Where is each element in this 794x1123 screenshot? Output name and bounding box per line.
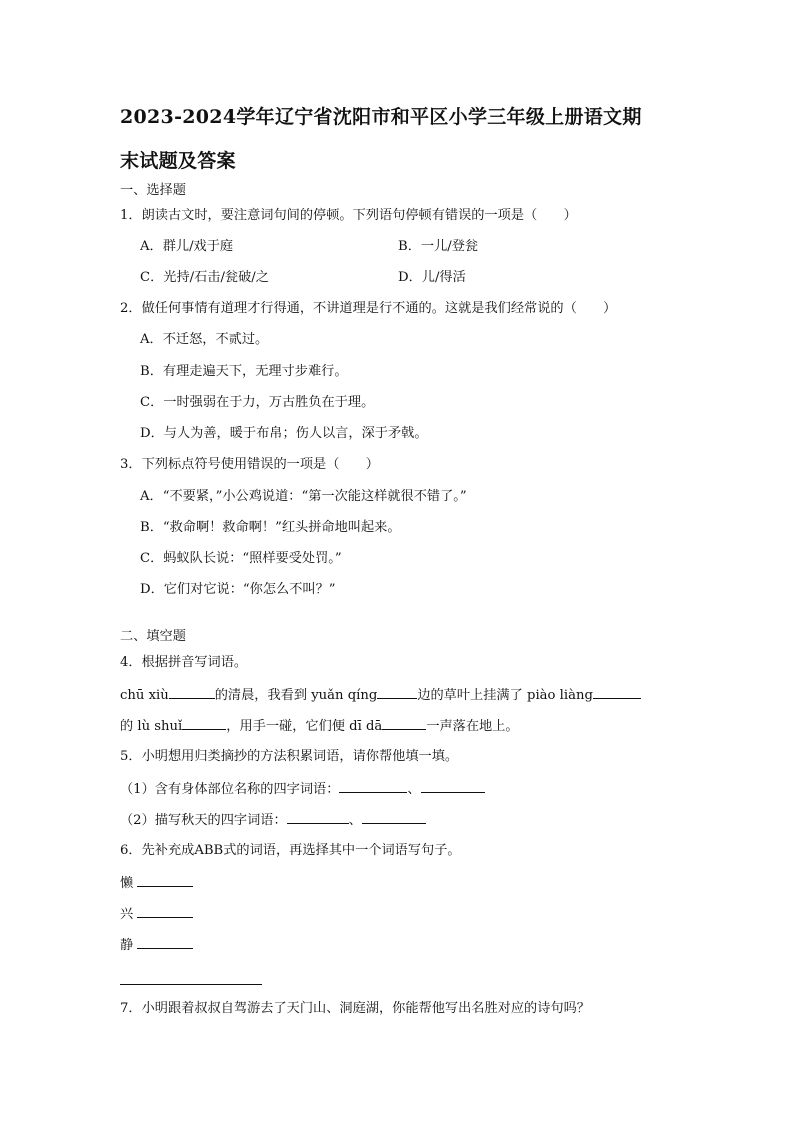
q3-option-b: B．“救命啊！救命啊！”红头拼命地叫起来。 <box>140 520 401 535</box>
q6-word-2 <box>120 905 193 924</box>
q5-sub-2-label: （2）描写秋天的四字词语： <box>120 813 287 828</box>
q1-option-a: A．群儿/戏于庭 <box>140 239 234 254</box>
answer-blank[interactable] <box>182 717 226 730</box>
q2-stem: 2．做任何事情有道理才行得通，不讲道理是行不通的。这就是我们经常说的（ ） <box>120 301 617 316</box>
answer-blank[interactable] <box>169 686 215 699</box>
q4-pinyin-1: chū xiù <box>120 688 169 703</box>
q5-sub-1 <box>120 780 485 799</box>
answer-blank[interactable] <box>137 905 193 918</box>
section-heading-choice: 一、选择题 <box>120 183 186 198</box>
answer-blank[interactable] <box>377 686 417 699</box>
separator: 、 <box>407 782 421 797</box>
answer-blank[interactable] <box>382 717 426 730</box>
q6-word-3 <box>120 936 193 955</box>
q1-option-d: D．儿/得活 <box>398 270 466 285</box>
q1-stem: 1．朗读古文时，要注意词句间的停顿。下列语句停顿有错误的一项是（ ） <box>120 208 577 223</box>
q6-stem: 6．先补充成ABB式的词语，再选择其中一个词语写句子。 <box>120 843 461 858</box>
section-heading-fill: 二、填空题 <box>120 629 186 644</box>
answer-blank[interactable] <box>362 811 426 824</box>
q4-line-1 <box>120 686 641 705</box>
answer-blank[interactable] <box>593 686 641 699</box>
q3-option-d: D．它们对它说：“你怎么不叫？” <box>140 582 336 597</box>
q4-text-2: 边的草叶上挂满了 piào liàng <box>417 688 593 703</box>
q1-option-c: C．光持/石击/瓮破/之 <box>140 270 269 285</box>
q5-sub-1-label: （1）含有身体部位名称的四字词语： <box>120 782 340 797</box>
q4-text-3: 的 lù shuǐ <box>120 719 183 734</box>
answer-blank[interactable] <box>339 780 407 793</box>
q5-sub-2 <box>120 811 426 830</box>
q3-option-c: C．蚂蚁队长说：“照样要受处罚。” <box>140 551 342 566</box>
q4-text-5: 一声落在地上。 <box>426 719 519 734</box>
q3-stem: 3．下列标点符号使用错误的一项是（ ） <box>120 457 379 472</box>
q6-word-1-char: 懒 <box>120 876 134 891</box>
q4-stem: 4．根据拼音写词语。 <box>120 655 248 670</box>
title-line-1: 2023-2024学年辽宁省沈阳市和平区小学三年级上册语文期 <box>120 106 642 128</box>
q5-stem: 5．小明想用归类摘抄的方法积累词语，请你帮他填一填。 <box>120 749 459 764</box>
answer-blank[interactable] <box>421 780 485 793</box>
q4-text-4: ，用手一碰，它们便 dī dā <box>226 719 383 734</box>
q7-stem: 7．小明跟着叔叔自驾游去了天门山、洞庭湖，你能帮他写出名胜对应的诗句吗？ <box>120 1001 590 1016</box>
answer-blank[interactable] <box>137 874 193 887</box>
q4-text-1: 的清晨，我看到 yuǎn qíng <box>214 688 378 703</box>
document-title <box>120 104 690 175</box>
separator: 、 <box>348 813 362 828</box>
q6-word-1 <box>120 874 193 893</box>
q1-option-b: B．一儿/登瓮 <box>398 239 479 254</box>
q2-option-c: C．一时强弱在于力，万古胜负在于理。 <box>140 395 375 410</box>
q6-word-2-char: 兴 <box>120 907 134 922</box>
q3-option-a: A．“不要紧，”小公鸡说道：“第一次能这样就很不错了。” <box>140 489 467 504</box>
title-line-2: 末试题及答案 <box>120 150 236 172</box>
answer-blank[interactable] <box>137 936 193 949</box>
q2-option-b: B．有理走遍天下，无理寸步难行。 <box>140 364 348 379</box>
q6-word-3-char: 静 <box>120 938 134 953</box>
q2-option-a: A．不迁怒，不贰过。 <box>140 332 269 347</box>
answer-blank[interactable] <box>287 811 349 824</box>
q4-line-2 <box>120 717 519 736</box>
sentence-answer-line[interactable] <box>120 984 262 985</box>
q2-option-d: D．与人为善，暖于布帛；伤人以言，深于矛戟。 <box>140 426 428 441</box>
